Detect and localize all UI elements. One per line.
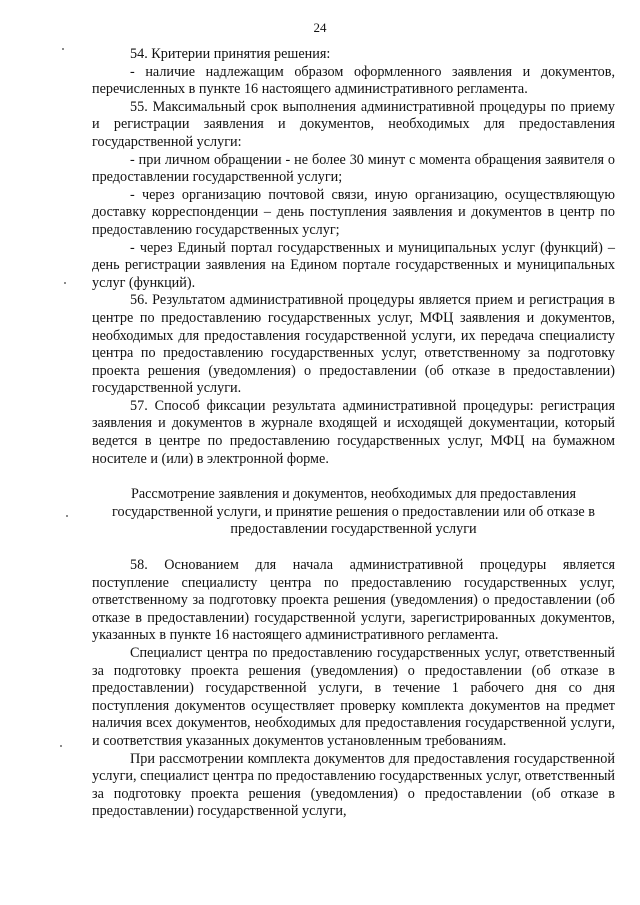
scan-speck [62, 48, 64, 50]
paragraph-55-item-1: - при личном обращении - не более 30 минут с момента обращения заявителя о предоставлении государственной услуги; [92, 151, 615, 186]
scan-speck [66, 515, 68, 517]
paragraph-55-item-2: - через организацию почтовой связи, иную организацию, осуществляющую доставку корреспонденции – день поступления заявления и документов в центр по предоставлению государственных услуг; [92, 186, 615, 238]
paragraph-56: 56. Результатом административной процедуры является прием и регистрация в центре по предоставлению государственных услуг, МФЦ заявления и документов, необходимых для предоставления государственной услуги, их передача специалисту центра по предоставлению государственных услуг, ответственному за подготовку проекта решения (уведомления) о предоставлении (об отказе в предоставлении) государственной услуги. [92, 292, 615, 397]
document-body [92, 46, 615, 821]
scan-speck [60, 745, 62, 747]
paragraph-57: 57. Способ фиксации результата административной процедуры: регистрация заявления и документов в журнале входящей и исходящей документации, который ведется в центре по предоставлению государственных услуг, МФЦ на бумажном носителе и (или) в электронной форме. [92, 397, 615, 467]
paragraph-55-item-3: - через Единый портал государственных и муниципальных услуг (функций) – день регистрации заявления на Едином портале государственных и муниципальных услуг (функций). [92, 239, 615, 291]
scan-speck [64, 282, 66, 284]
paragraph-58: 58. Основанием для начала административной процедуры является поступление специалисту центра по предоставлению государственных услуг, ответственному за подготовку проекта решения (уведомления) о предоставлении (об отказе в предоставлении) государственной услуги, зарегистрированных документов, указанных в пункте 16 настоящего административного регламента. [92, 557, 615, 644]
paragraph-58-review: При рассмотрении комплекта документов для предоставления государственной услуги, специалист центра по предоставлению государственных услуг, ответственный за подготовку проекта решения (уведомления) о предоставлении (об отказе в предоставлении) государственной услуги, [92, 750, 615, 820]
paragraph-55: 55. Максимальный срок выполнения административной процедуры по приему и регистрации заявления и документов, необходимых для предоставления государственной услуги: [92, 98, 615, 150]
section-heading: Рассмотрение заявления и документов, необходимых для предоставления государственной услуги, и принятие решения о предоставлении или об отказе в предоставлении государственной услуги [112, 486, 595, 538]
paragraph-54: 54. Критерии принятия решения: [130, 46, 331, 62]
paragraph-58-specialist: Специалист центра по предоставлению государственных услуг, ответственный за подготовку проекта решения (уведомления) о предоставлении (об отказе в предоставлении) государственной услуги, в течение 1 рабочего дня со дня поступления документов осуществляет проверку комплекта документов на предмет наличия всех документов, необходимых для предоставления государственной услуги, и соответствия указанных документов установленным требованиям. [92, 645, 615, 749]
paragraph-54-item: - наличие надлежащим образом оформленного заявления и документов, перечисленных в пункте 16 настоящего административного регламента. [92, 63, 615, 98]
page-number: 24 [313, 20, 327, 35]
